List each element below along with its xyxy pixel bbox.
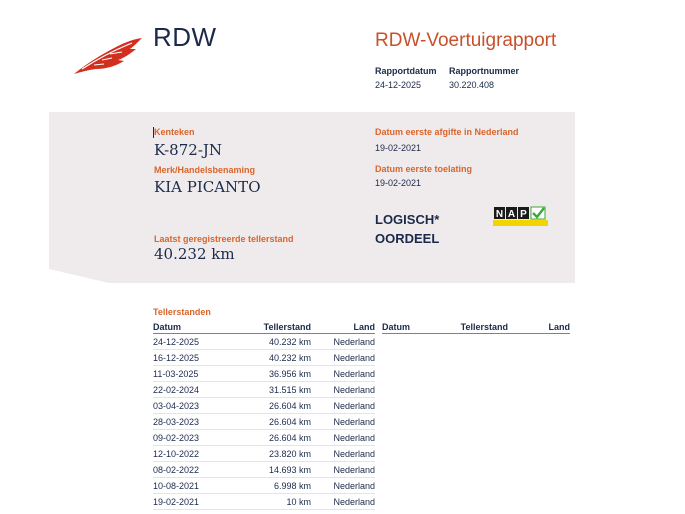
col-reading-header: Tellerstand: [231, 321, 311, 334]
first-issue-nl-label: Datum eerste afgifte in Nederland: [375, 127, 519, 137]
row-reading: 36.956 km: [231, 366, 311, 382]
report-date-block: [375, 66, 437, 90]
verdict-line-1: LOGISCH*: [375, 212, 440, 227]
row-reading: 40.232 km: [231, 334, 311, 350]
row-reading: 26.604 km: [231, 430, 311, 446]
first-admission-value: 19-02-2021: [375, 178, 422, 188]
first-admission-label: Datum eerste toelating: [375, 164, 473, 174]
row-reading: 10 km: [231, 494, 311, 510]
report-title: RDW-Voertuigrapport: [375, 30, 557, 51]
odometer-value: 40.232 km: [154, 245, 235, 263]
verdict: [375, 210, 439, 248]
table-row: [153, 382, 375, 398]
nap-check-icon: [493, 206, 548, 226]
row-country: Nederland: [311, 414, 375, 430]
nap-letter-a: A: [507, 209, 516, 220]
row-date: 24-12-2025: [153, 334, 231, 350]
row-date: 09-02-2023: [153, 430, 231, 446]
table-row: [153, 334, 375, 350]
row-country: Nederland: [311, 350, 375, 366]
row-date: 16-12-2025: [153, 350, 231, 366]
first-issue-nl-value: 19-02-2021: [375, 143, 422, 153]
col-country-header: Land: [508, 321, 570, 334]
readings-rows: [153, 334, 375, 510]
rdw-logo-icon: [72, 36, 144, 76]
row-country: Nederland: [311, 462, 375, 478]
make-label: Merk/Handelsbenaming: [154, 165, 256, 175]
readings-table: [153, 321, 375, 510]
report-number-label: Rapportnummer: [449, 66, 520, 76]
report-date-label: Rapportdatum: [375, 66, 437, 76]
table-header-row: [382, 321, 570, 334]
plate-value: K-872-JN: [154, 141, 223, 159]
readings-table-continued: [382, 321, 570, 334]
row-country: Nederland: [311, 478, 375, 494]
row-reading: 40.232 km: [231, 350, 311, 366]
panel-notch: [49, 269, 109, 283]
nap-letter-p: P: [520, 209, 527, 220]
table-row: [153, 430, 375, 446]
report-date-value: 24-12-2025: [375, 80, 422, 90]
make-value: KIA PICANTO: [154, 178, 261, 196]
row-reading: 31.515 km: [231, 382, 311, 398]
table-row: [153, 446, 375, 462]
odometer-label: Laatst geregistreerde tellerstand: [154, 234, 294, 244]
readings-title: Tellerstanden: [153, 307, 211, 317]
report-number-value: 30.220.408: [449, 80, 495, 90]
row-date: 28-03-2023: [153, 414, 231, 430]
row-date: 03-04-2023: [153, 398, 231, 414]
col-date-header: Datum: [153, 321, 231, 334]
row-reading: 6.998 km: [231, 478, 311, 494]
row-country: Nederland: [311, 398, 375, 414]
table-row: [153, 478, 375, 494]
row-date: 11-03-2025: [153, 366, 231, 382]
row-date: 19-02-2021: [153, 494, 231, 510]
row-reading: 23.820 km: [231, 446, 311, 462]
col-reading-header: Tellerstand: [460, 322, 508, 332]
plate-label: Kenteken: [154, 127, 195, 137]
brand-name: RDW: [153, 22, 217, 52]
table-row: [153, 414, 375, 430]
row-date: 08-02-2022: [153, 462, 231, 478]
row-country: Nederland: [311, 382, 375, 398]
row-country: Nederland: [311, 430, 375, 446]
table-row: [153, 350, 375, 366]
vehicle-summary-panel: [49, 112, 575, 283]
row-date: 12-10-2022: [153, 446, 231, 462]
row-country: Nederland: [311, 366, 375, 382]
row-date: 10-08-2021: [153, 478, 231, 494]
row-country: Nederland: [311, 494, 375, 510]
table-row: [153, 462, 375, 478]
col-date-header: Datum: [382, 321, 460, 334]
row-reading: 26.604 km: [231, 398, 311, 414]
nap-letter-n: N: [495, 209, 504, 220]
report-number-block: [449, 66, 519, 90]
row-country: Nederland: [311, 446, 375, 462]
table-row: [153, 398, 375, 414]
row-country: Nederland: [311, 334, 375, 350]
table-row: [153, 494, 375, 510]
row-reading: 26.604 km: [231, 414, 311, 430]
table-header-row: [153, 321, 375, 334]
verdict-line-2: OORDEEL: [375, 231, 440, 246]
row-reading: 14.693 km: [231, 462, 311, 478]
col-country-header: Land: [311, 321, 375, 334]
row-date: 22-02-2024: [153, 382, 231, 398]
table-row: [153, 366, 375, 382]
